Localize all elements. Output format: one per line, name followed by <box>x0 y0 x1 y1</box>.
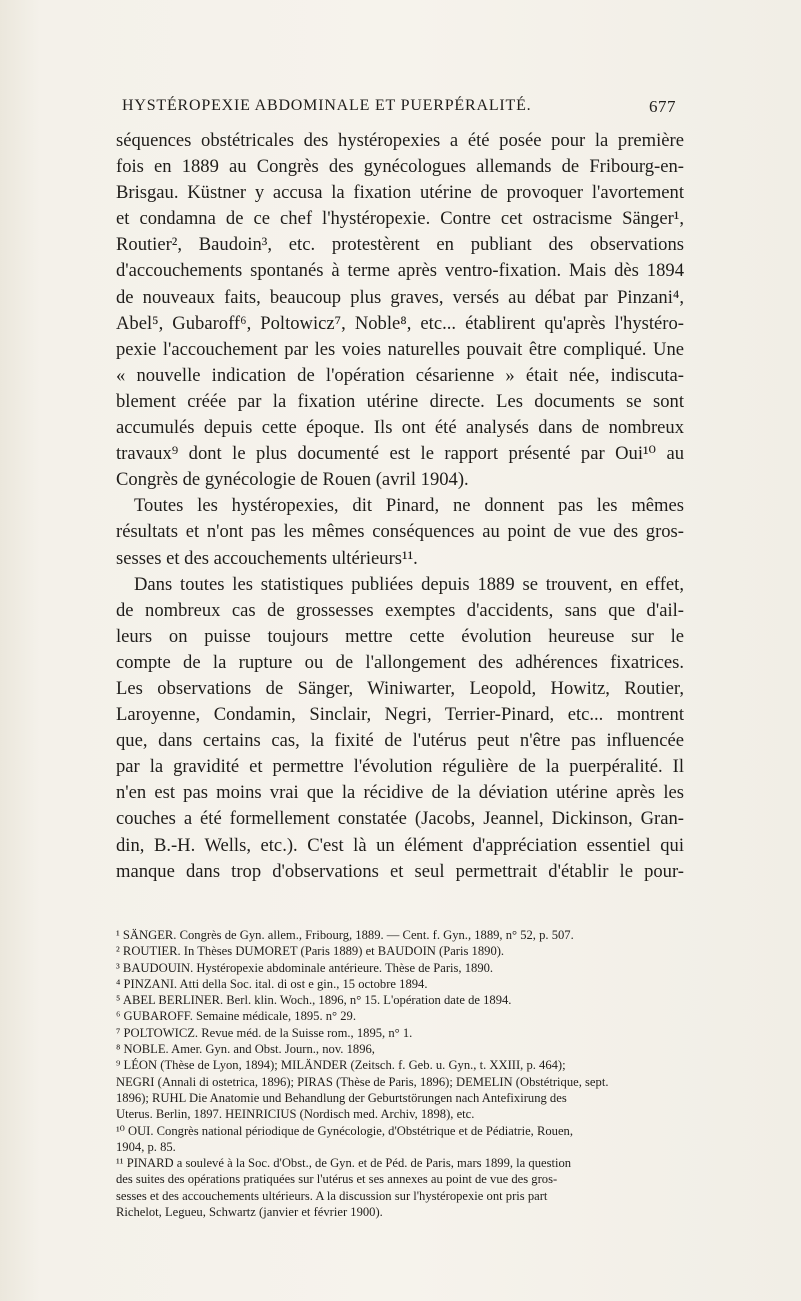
text-line: résultats et n'ont pas les mêmes conséquences au point de vue des gros- <box>116 521 684 543</box>
text-line: Les observations de Sänger, Winiwarter, Leopold, Howitz, Routier, <box>116 677 684 699</box>
text-line: Laroyenne, Condamin, Sinclair, Negri, Terrier-Pinard, etc... montrent <box>116 704 684 726</box>
text-line: et condamna de ce chef l'hystéropexie. Contre cet ostracisme Sänger¹, <box>116 208 684 230</box>
footnote-line: ⁹ LÉON (Thèse de Lyon, 1894); MILÄNDER (Zeitsch. f. Geb. u. Gyn., t. XXIII, p. 464); <box>116 1058 566 1073</box>
text-line: couches a été formellement constatée (Jacobs, Jeannel, Dickinson, Gran- <box>116 808 684 830</box>
footnote-line: 1896); RUHL Die Anatomie und Behandlung der Geburtstörungen nach Antefixirung des <box>116 1090 567 1105</box>
text-line: travaux⁹ dont le plus documenté est le rapport présenté par Oui¹⁰ au <box>116 443 684 465</box>
text-line: din, B.-H. Wells, etc.). C'est là un élément d'appréciation essentiel qui <box>116 834 684 856</box>
page-number: 677 <box>649 97 676 116</box>
footnote-line: des suites des opérations pratiquées sur l'utérus et ses annexes au point de vue des gros- <box>116 1172 558 1187</box>
text-line: compte de la rupture ou de l'allongement des adhérences fixatrices. <box>116 651 684 673</box>
text-line: blement créée par la fixation utérine directe. Les documents se sont <box>116 390 684 412</box>
footnote-line: Uterus. Berlin, 1897. HEINRICIUS (Nordisch med. Archiv, 1898), etc. <box>116 1107 475 1122</box>
footnote-line: ⁴ PINZANI. Atti della Soc. ital. di ost e gin., 15 octobre 1894. <box>116 976 428 991</box>
text-line: Toutes les hystéropexies, dit Pinard, ne donnent pas les mêmes <box>134 495 684 517</box>
text-line: d'accouchements spontanés à terme après ventro-fixation. Mais dès 1894 <box>116 260 684 282</box>
text-line: n'en est pas moins vrai que la récidive de la déviation utérine après les <box>116 782 684 804</box>
footnote-line: Richelot, Legueu, Schwartz (janvier et février 1900). <box>116 1205 383 1220</box>
text-line: que, dans certains cas, la fixité de l'utérus peut n'être pas influencée <box>116 730 684 752</box>
footnote-line: ¹⁰ OUI. Congrès national périodique de Gynécologie, d'Obstétrique et de Pédiatrie, Rouen, <box>116 1123 574 1138</box>
footnote-line: sesses et des accouchements ultérieurs. A la discussion sur l'hystéropexie ont pris part <box>116 1188 548 1203</box>
footnote-line: ⁷ POLTOWICZ. Revue méd. de la Suisse rom., 1895, n° 1. <box>116 1025 413 1040</box>
text-line: de nouveaux faits, beaucoup plus graves, versés au débat par Pinzani⁴, <box>116 286 684 308</box>
text-line: leurs on puisse toujours mettre cette évolution heureuse sur le <box>116 625 684 647</box>
text-line: Congrès de gynécologie de Rouen (avril 1904). <box>116 469 469 491</box>
text-line: sesses et des accouchements ultérieurs¹¹. <box>116 547 418 569</box>
text-line: Abel⁵, Gubaroff⁶, Poltowicz⁷, Noble⁸, etc... établirent qu'après l'hystéro- <box>116 312 684 334</box>
text-line: de nombreux cas de grossesses exemptes d'accidents, sans que d'ail- <box>116 599 684 621</box>
footnote-line: ⁶ GUBAROFF. Semaine médicale, 1895. n° 29. <box>116 1009 356 1024</box>
footnote-line: ³ BAUDOUIN. Hystéropexie abdominale antérieure. Thèse de Paris, 1890. <box>116 960 494 975</box>
footnote-line: ¹¹ PINARD a soulevé à la Soc. d'Obst., de Gyn. et de Péd. de Paris, mars 1899, la question <box>116 1156 572 1171</box>
text-line: Dans toutes les statistiques publiées depuis 1889 se trouvent, en effet, <box>134 573 684 595</box>
running-title: HYSTÉROPEXIE ABDOMINALE ET PUERPÉRALITÉ. <box>122 97 532 114</box>
text-line: « nouvelle indication de l'opération césarienne » était née, indiscuta- <box>116 364 684 386</box>
text-line: par la gravidité et permettre l'évolution régulière de la puerpéralité. Il <box>116 756 684 778</box>
text-line: accumulés depuis cette époque. Ils ont été analysés dans de nombreux <box>116 417 684 439</box>
footnote-line: ⁸ NOBLE. Amer. Gyn. and Obst. Journ., nov. 1896, <box>116 1042 375 1057</box>
footnote-line: NEGRI (Annali di ostetrica, 1896); PIRAS (Thèse de Paris, 1896); DEMELIN (Obstétrique, sept. <box>116 1074 609 1089</box>
footnote-line: 1904, p. 85. <box>116 1139 176 1154</box>
text-line: Routier², Baudoin³, etc. protestèrent en publiant des observations <box>116 234 684 256</box>
footnote-line: ² ROUTIER. In Thèses DUMORET (Paris 1889) et BAUDOIN (Paris 1890). <box>116 944 505 959</box>
text-line: fois en 1889 au Congrès des gynécologues allemands de Fribourg-en- <box>116 156 684 178</box>
footnote-line: ¹ SÄNGER. Congrès de Gyn. allem., Fribourg, 1889. — Cent. f. Gyn., 1889, n° 52, p. 507. <box>116 928 574 942</box>
running-header <box>116 97 676 117</box>
text-line: pexie l'accouchement par les voies naturelles pouvait être compliqué. Une <box>116 338 684 360</box>
text-line: Brisgau. Küstner y accusa la fixation utérine de provoquer l'avortement <box>116 182 684 204</box>
text-line: manque dans trop d'observations et seul permettrait d'établir le pour- <box>116 860 684 882</box>
footnote-line: ⁵ ABEL BERLINER. Berl. klin. Woch., 1896, n° 15. L'opération date de 1894. <box>116 993 512 1008</box>
text-line: séquences obstétricales des hystéropexies a été posée pour la première <box>116 130 684 151</box>
footnotes <box>116 927 684 1220</box>
main-text <box>116 128 684 885</box>
